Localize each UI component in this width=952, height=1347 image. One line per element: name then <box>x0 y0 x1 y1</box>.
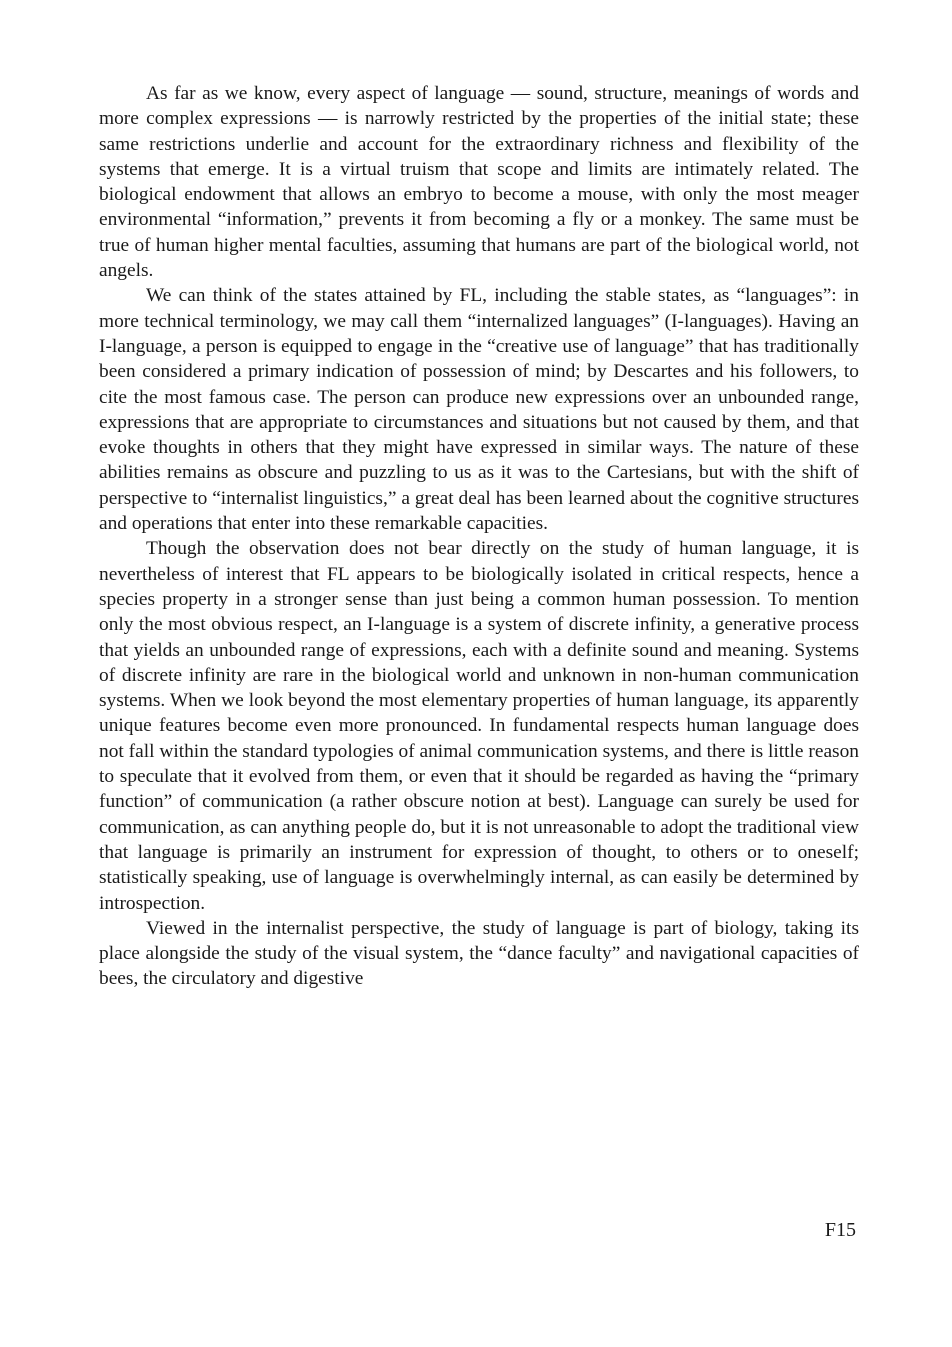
body-text <box>99 81 859 992</box>
paragraph-1: As far as we know, every aspect of language — sound, structure, meanings of words and more complex expressions — is narrowly restricted by the properties of the initial state; these same restrictions underlie and account for the extraordinary richness and flexibility of the systems that emerge. It is a virtual truism that scope and limits are intimately related. The biological endowment that allows an embryo to become a mouse, with only the most meager environmental “information,” prevents it from becoming a fly or a monkey. The same must be true of human higher mental faculties, assuming that humans are part of the biological world, not angels. <box>99 83 859 282</box>
paragraph-3: Though the observation does not bear directly on the study of human language, it is nevertheless of interest that FL appears to be biologically isolated in critical respects, hence a species property in a stronger sense than just being a common human possession. To mention only the most obvious respect, an I-language is a system of discrete infinity, a generative process that yields an unbounded range of expressions, each with a definite sound and meaning. Systems of discrete infinity are rare in the biological world and unknown in non-human communication systems. When we look beyond the most elementary properties of human language, its apparently unique features become even more pronounced. In fundamental respects human language does not fall within the standard typologies of animal communication systems, and there is little reason to speculate that it evolved from them, or even that it should be regarded as having the “primary function” of communication (a rather obscure notion at best). Language can surely be used for communication, as can anything people do, but it is not unreasonable to adopt the traditional view that language is primarily an instrument for expression of thought, to others or to oneself; statistically speaking, use of language is overwhelmingly internal, as can easily be determined by introspection. <box>99 538 859 914</box>
paragraph-2: We can think of the states attained by FL, including the stable states, as “languages”: in more technical terminology, we may call them “internalized languages” (I-languages). Having an I-language, a person is equipped to engage in the “creative use of language” that has traditionally been considered a primary indication of possession of mind; by Descartes and his followers, to cite the most famous case. The person can produce new expressions over an unbounded range, expressions that are appropriate to circumstances and situations but not caused by them, and that evoke thoughts in others that they might have expressed in similar ways. The nature of these abilities remains as obscure and puzzling to us as it was to the Cartesians, but with the shift of perspective to “internalist linguistics,” a great deal has been learned about the cognitive structures and operations that enter into these remarkable capacities. <box>99 285 859 535</box>
paragraph-4: Viewed in the internalist perspective, the study of language is part of biology, taking its place alongside the study of the visual system, the “dance faculty” and navigational capacities of bees, the circulatory and digestive <box>99 917 859 990</box>
page-number: F15 <box>824 1219 856 1241</box>
